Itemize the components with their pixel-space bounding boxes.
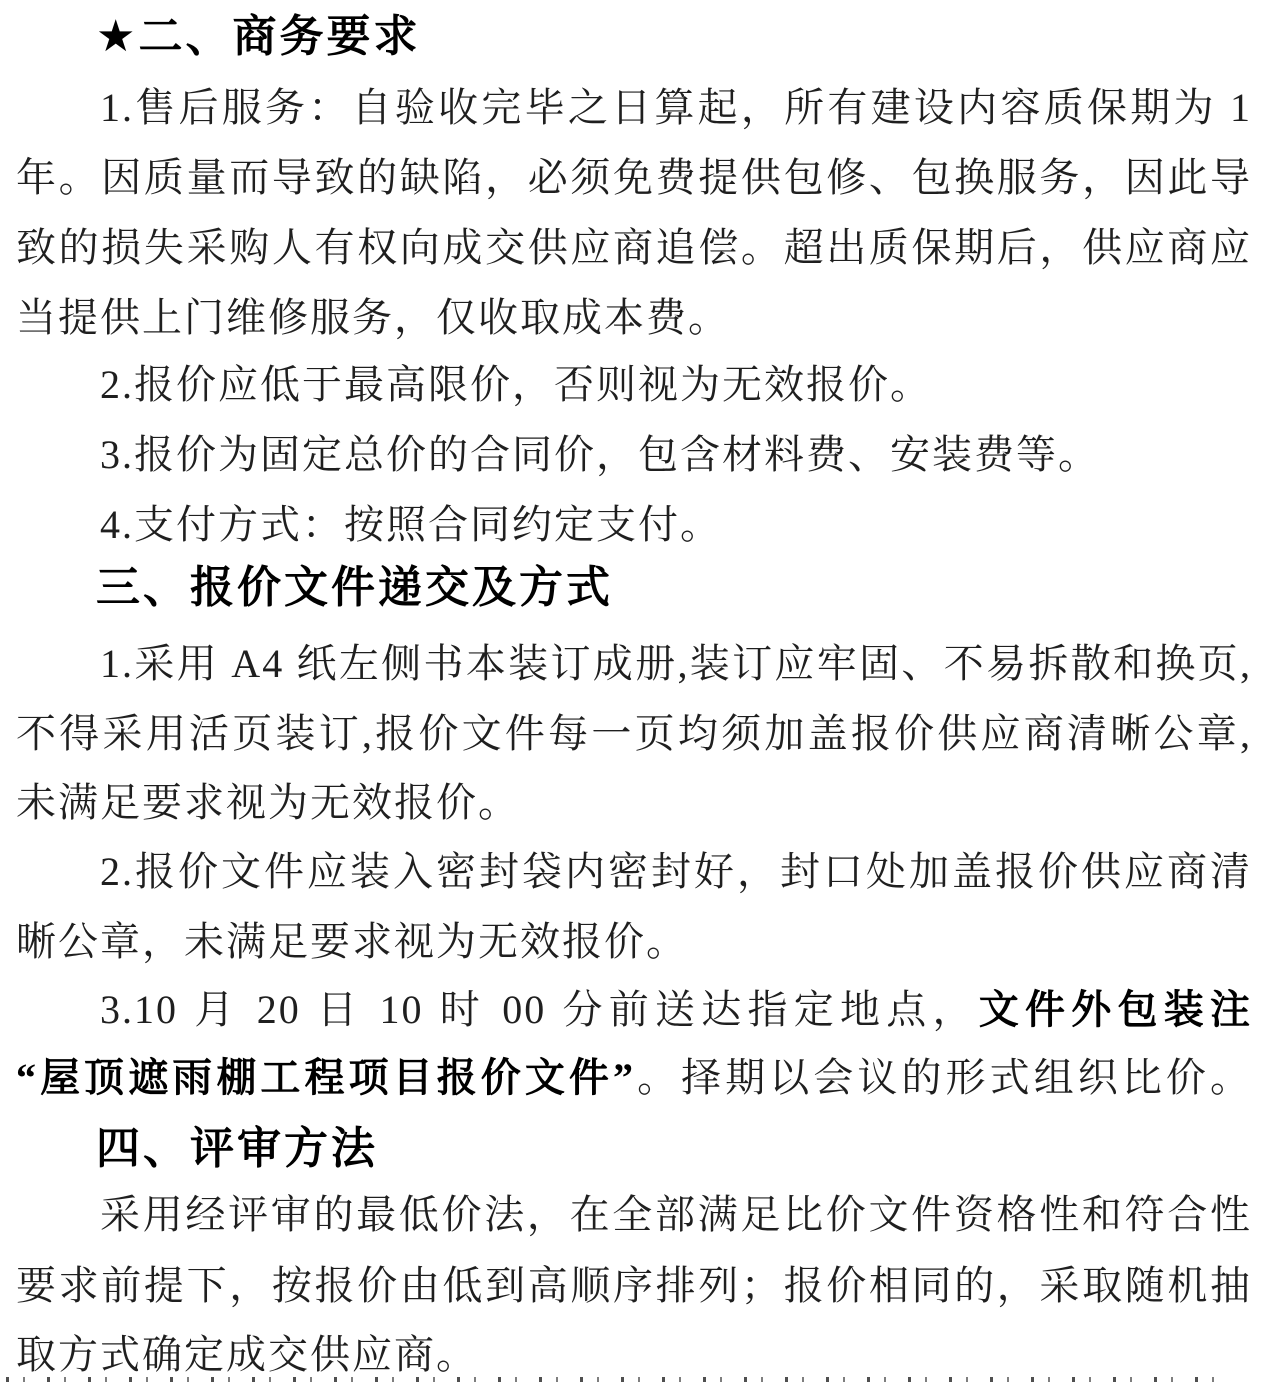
paragraph-line: 致的损失采购人有权向成交供应商追偿。超出质保期后，供应商应 xyxy=(16,225,1252,270)
section-heading-quotation-submission: 三、报价文件递交及方式 xyxy=(96,563,613,612)
paragraph-line: 3.报价为固定总价的合同价，包含材料费、安装费等。 xyxy=(100,432,1100,477)
deadline-text: 3.10 月 20 日 10 时 00 分前送达指定地点， xyxy=(100,987,979,1032)
paragraph-line-with-bold-run xyxy=(16,986,1252,1034)
paragraph-line: 未满足要求视为无效报价。 xyxy=(16,780,520,825)
section-heading-evaluation-method: 四、评审方法 xyxy=(96,1124,378,1173)
paragraph-line: 不得采用活页装订,报价文件每一页均须加盖报价供应商清晰公章, xyxy=(16,711,1252,756)
paragraph-line: 年。因质量而导致的缺陷，必须免费提供包修、包换服务，因此导 xyxy=(16,155,1252,200)
cut-off-next-line-fragments xyxy=(6,1377,1227,1382)
paragraph-line-with-bold-run xyxy=(16,1054,1252,1102)
paragraph-line: 晰公章，未满足要求视为无效报价。 xyxy=(16,919,688,964)
package-label-note-bold: 文件外包装注 xyxy=(978,987,1252,1032)
paragraph-line: 2.报价文件应装入密封袋内密封好，封口处加盖报价供应商清 xyxy=(100,849,1252,894)
paragraph-line: 2.报价应低于最高限价，否则视为无效报价。 xyxy=(100,362,932,407)
paragraph-line: 采用经评审的最低价法，在全部满足比价文件资格性和符合性 xyxy=(100,1192,1252,1237)
comparison-meeting-text: 。择期以会议的形式组织比价。 xyxy=(635,1055,1252,1100)
paragraph-line: 1.售后服务：自验收完毕之日算起，所有建设内容质保期为 1 xyxy=(100,85,1252,130)
paragraph-line: 取方式确定成交供应商。 xyxy=(16,1332,478,1377)
paragraph-line: 1.采用 A4 纸左侧书本装订成册,装订应牢固、不易拆散和换页, xyxy=(100,641,1252,686)
paragraph-line: 当提供上门维修服务，仅收取成本费。 xyxy=(16,295,730,340)
project-quotation-title-bold: “屋顶遮雨棚工程项目报价文件” xyxy=(16,1055,635,1100)
section-heading-business-requirements: ★二、商务要求 xyxy=(96,12,421,61)
paragraph-line: 4.支付方式：按照合同约定支付。 xyxy=(100,502,722,547)
paragraph-line: 要求前提下，按报价由低到高顺序排列；报价相同的，采取随机抽 xyxy=(16,1263,1252,1308)
